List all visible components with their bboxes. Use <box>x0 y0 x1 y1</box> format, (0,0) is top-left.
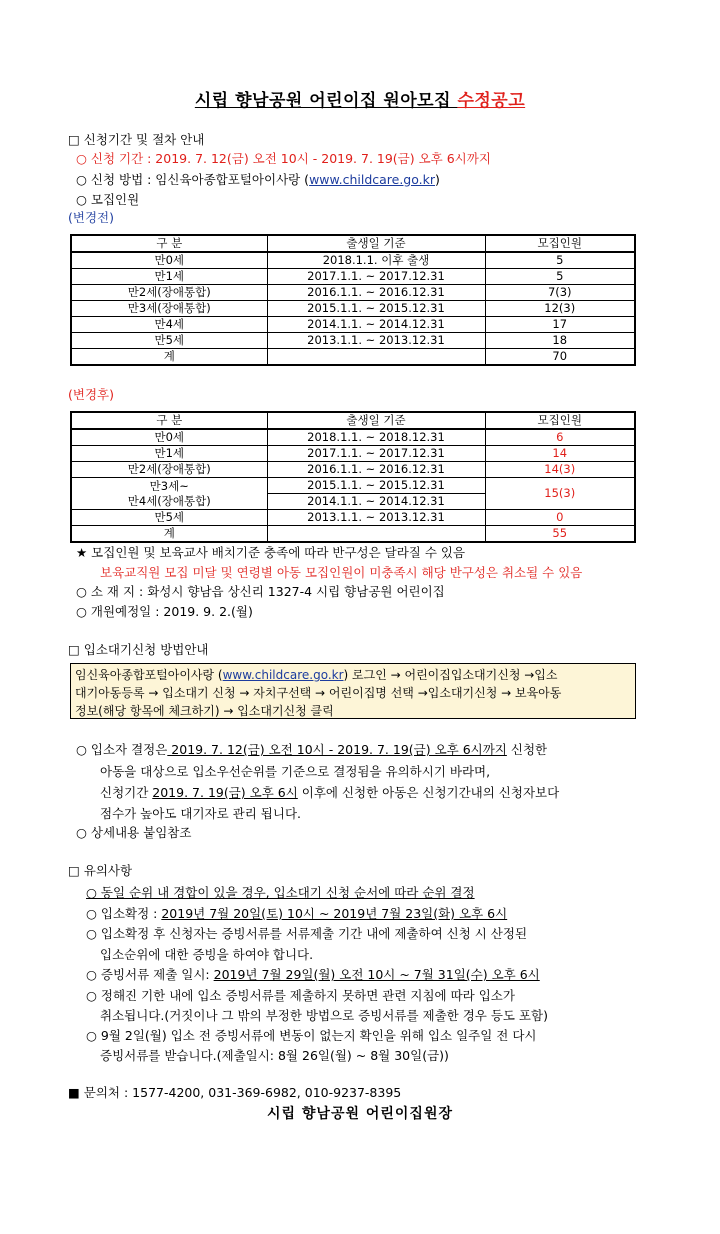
contact-info: ■ 문의처 : 1577-4200, 031-369-6982, 010-9237-8395 <box>68 1085 402 1100</box>
table-row: 만2세(장애통합) 2016.1.1. ~ 2016.12.31 14(3) <box>71 462 635 478</box>
title-main: 시립 향남공원 어린이집 원아모집 <box>194 91 458 111</box>
note-5b: 취소됩니다.(거짓이나 그 밖의 부정한 방법으로 증빙서류를 제출한 경우 등도 포함) <box>100 1008 548 1023</box>
table-total-row: 계 70 <box>71 349 635 366</box>
note-4: ○ 증빙서류 제출 일시: 2019년 7월 29일(월) 오전 10시 ~ 7월 31일(수) 오후 6시 <box>86 967 540 982</box>
table-header-row: 구 분 출생일 기준 모집인원 <box>71 412 635 429</box>
application-method: ○ 신청 방법 : 임신육아종합포털아이사랑 (www.childcare.go.kr) <box>76 172 440 187</box>
table-row: 2014.1.1. ~ 2014.12.31 <box>71 494 635 510</box>
note-6a: ○ 9월 2일(월) 입소 전 증빙서류에 변동이 없는지 확인을 위해 입소 일주일 전 다시 <box>86 1028 537 1043</box>
table-row: 만1세 2017.1.1. ~ 2017.12.31 14 <box>71 446 635 462</box>
childcare-link[interactable]: www.childcare.go.kr <box>309 172 436 187</box>
after-label: (변경후) <box>68 387 114 402</box>
note-3b: 입소순위에 대한 증빙을 하여야 합니다. <box>100 947 314 962</box>
table-row: 만0세 2018.1.1. ~ 2018.12.31 6 <box>71 429 635 446</box>
section2-heading: □ 입소대기신청 방법안내 <box>68 642 209 657</box>
table-header-row: 구 분 출생일 기준 모집인원 <box>71 235 635 252</box>
table-row: 만3세~ 만4세(장애통합) 2015.1.1. ~ 2015.12.31 15(3) <box>71 478 635 494</box>
waitlist-procedure-box: 임신육아종합포털아이사랑 (www.childcare.go.kr) 로그인 → 어린이집입소대기신청 →입소 대기아동등록 → 입소대기 신청 → 자치구선택 → 어린이집명 선택 →입소대기신청 → 보육아동 정보(해당 항목에 체크하기) → 입소대기신청 클릭 <box>70 663 636 719</box>
title-highlight: 수정공고 <box>457 91 526 111</box>
decision-line-2: 아동을 대상으로 입소우선순위를 기준으로 결정됨을 유의하시기 바라며, <box>100 764 491 779</box>
table-row: 만5세 2013.1.1. ~ 2013.12.31 0 <box>71 510 635 526</box>
table-total-row: 계 55 <box>71 526 635 543</box>
table-row: 만3세(장애통합) 2015.1.1. ~ 2015.12.31 12(3) <box>71 301 635 317</box>
note-1: ○ 동일 순위 내 경합이 있을 경우, 입소대기 신청 순서에 따라 순위 결정 <box>86 885 475 900</box>
star-note: ★ 모집인원 및 보육교사 배치기준 충족에 따라 반구성은 달라질 수 있음 <box>76 545 466 560</box>
table-row: 만2세(장애통합) 2016.1.1. ~ 2016.12.31 7(3) <box>71 285 635 301</box>
note-5a: ○ 정해진 기한 내에 입소 증빙서류를 제출하지 못하면 관련 지침에 따라 입소가 <box>86 988 515 1003</box>
table-row: 만5세 2013.1.1. ~ 2013.12.31 18 <box>71 333 635 349</box>
after-table <box>70 411 636 543</box>
childcare-link-box[interactable]: www.childcare.go.kr <box>222 668 344 682</box>
star-note-red: 보육교직원 모집 미달 및 연령별 아동 모집인원이 미충족시 해당 반구성은 취소될 수 있음 <box>100 565 583 580</box>
section1-heading: □ 신청기간 및 절차 안내 <box>68 132 205 147</box>
see-attachment: ○ 상세내용 붙임참조 <box>76 825 192 840</box>
section3-heading: □ 유의사항 <box>68 863 133 878</box>
note-6b: 증빙서류를 받습니다.(제출일시: 8월 26일(월) ~ 8월 30일(금)) <box>100 1048 449 1063</box>
before-label: (변경전) <box>68 210 114 225</box>
table-row: 만4세 2014.1.1. ~ 2014.12.31 17 <box>71 317 635 333</box>
note-3a: ○ 입소확정 후 신청자는 증빙서류를 서류제출 기간 내에 제출하여 신청 시 산정된 <box>86 926 528 941</box>
page-title <box>0 86 720 111</box>
signature-name: 시립 향남공원 어린이집원장 <box>266 1106 454 1122</box>
decision-line-4: 점수가 높아도 대기자로 관리 됩니다. <box>100 806 301 821</box>
table-row: 만0세 2018.1.1. 이후 출생 5 <box>71 252 635 269</box>
application-period: ○ 신청 기간 : 2019. 7. 12(금) 오전 10시 - 2019. 7. 19(금) 오후 6시까지 <box>76 151 491 166</box>
before-table <box>70 234 636 366</box>
decision-line-1: ○ 입소자 결정은 2019. 7. 12(금) 오전 10시 - 2019. 7. 19(금) 오후 6시까지 신청한 <box>76 742 548 757</box>
recruit-heading: ○ 모집인원 <box>76 192 140 207</box>
address: ○ 소 재 지 : 화성시 향남읍 상신리 1327-4 시립 향남공원 어린이집 <box>76 584 445 599</box>
decision-line-3: 신청기간 2019. 7. 19(금) 오후 6시 이후에 신청한 아동은 신청기간내의 신청자보다 <box>100 785 560 800</box>
table-row: 만1세 2017.1.1. ~ 2017.12.31 5 <box>71 269 635 285</box>
note-2: ○ 입소확정 : 2019년 7월 20일(토) 10시 ~ 2019년 7월 23일(화) 오후 6시 <box>86 906 508 921</box>
open-date: ○ 개원예정일 : 2019. 9. 2.(월) <box>76 604 253 619</box>
